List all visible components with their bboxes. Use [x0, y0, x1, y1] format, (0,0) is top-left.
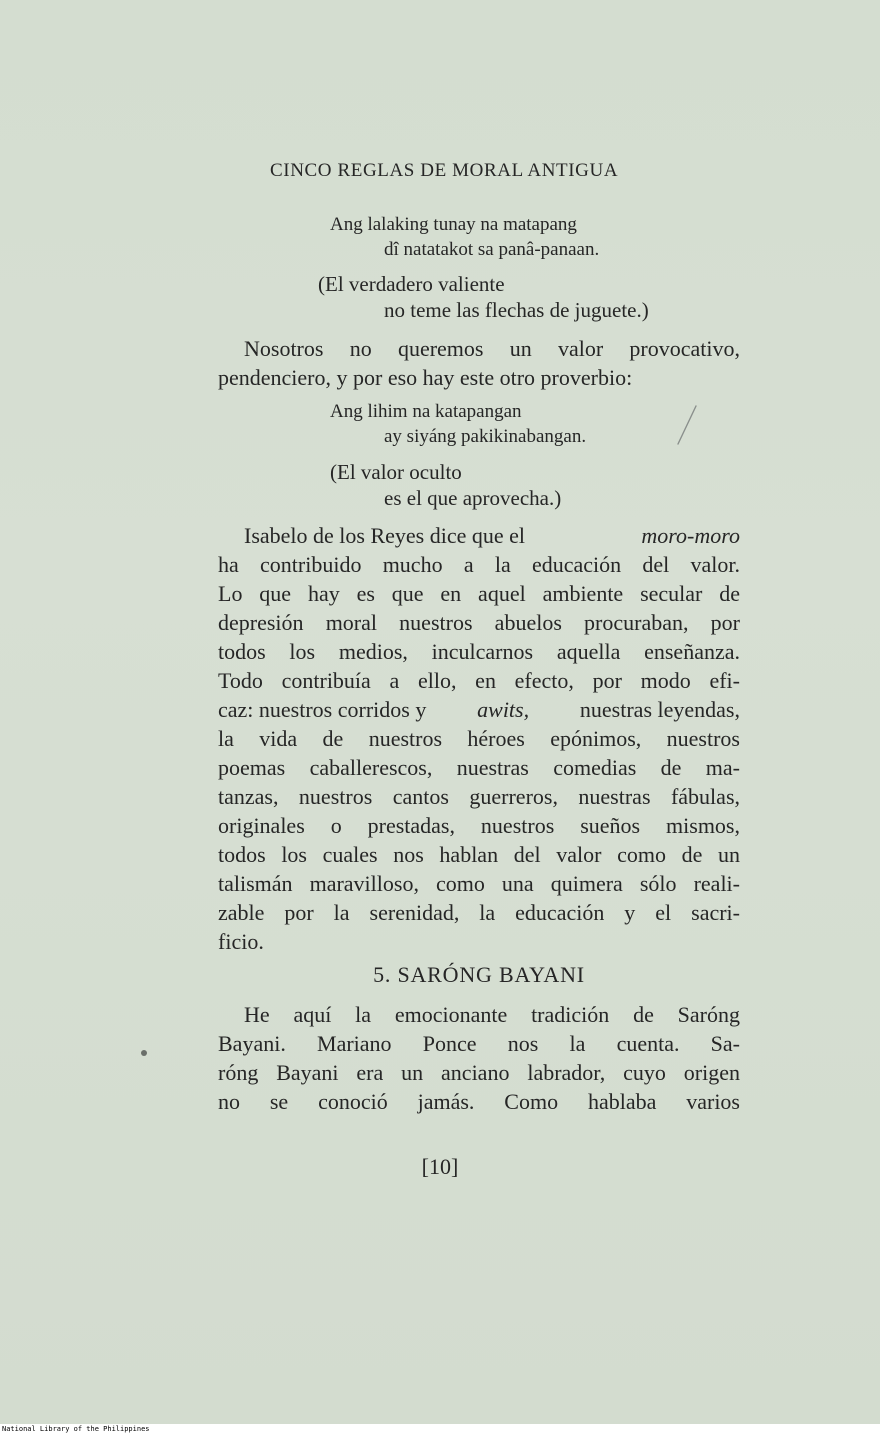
verse1-spanish-line1: (El verdadero valiente: [318, 272, 505, 296]
paragraph2-line: ficio.: [218, 929, 264, 954]
footer-credit: National Library of the Philippines: [2, 1425, 150, 1433]
paragraph2-line7-post: nuestras leyendas,: [579, 697, 740, 722]
paragraph3-line: róng Bayani era un anciano labrador, cuyo origen: [218, 1060, 740, 1085]
paragraph2-line: poemas caballerescos, nuestras comedias de ma-: [218, 755, 740, 780]
section-heading: 5. SARÓNG BAYANI: [373, 962, 585, 987]
paragraph2-line7-text: caz: nuestros corridos y: [218, 697, 427, 722]
paragraph3-line: He aquí la emocionante tradición de Saróng: [244, 1002, 740, 1027]
paragraph1-line: pendenciero, y por eso hay este otro proverbio:: [218, 365, 633, 390]
paragraph2-line1-italic: moro-moro: [641, 523, 740, 548]
paragraph2-line: todos los medios, inculcarnos aquella enseñanza.: [218, 639, 740, 664]
verse2-tagalog-line1: Ang lihim na katapangan: [330, 401, 522, 422]
paragraph2-line: todos los cuales nos hablan del valor como de un: [218, 842, 740, 867]
paragraph2-line: la vida de nuestros héroes epónimos, nuestros: [218, 726, 740, 751]
verse2-spanish-line2: es el que aprovecha.): [384, 486, 562, 510]
paragraph3-line: no se conoció jamás. Como hablaba varios: [218, 1089, 740, 1114]
paragraph2-line: originales o prestadas, nuestros sueños mismos,: [218, 813, 740, 838]
paragraph2-line: Lo que hay es que en aquel ambiente secular de: [218, 581, 740, 606]
verse2-tagalog-line2: ay siyáng pakikinabangan.: [384, 426, 587, 447]
verse2-spanish-line1: (El valor oculto: [330, 460, 462, 484]
paragraph2-line: [244, 521, 740, 550]
paragraph2-line7-italic: awits,: [477, 697, 530, 722]
page-number: [10]: [421, 1154, 459, 1179]
pencil-check-mark-icon: [674, 404, 700, 448]
verse1-spanish-line2: no teme las flechas de juguete.): [384, 298, 649, 322]
paragraph2-line: zable por la serenidad, la educación y el sacri-: [218, 900, 740, 925]
verse1-tagalog-line2: dî natatakot sa panâ-panaan.: [384, 239, 600, 260]
paragraph2-line: ha contribuido mucho a la educación del valor.: [218, 552, 740, 577]
dust-speck: [141, 1050, 147, 1056]
paragraph3-line: Bayani. Mariano Ponce nos la cuenta. Sa-: [218, 1031, 740, 1056]
paragraph2-line1-text: Isabelo de los Reyes dice que el: [244, 523, 526, 548]
paragraph2-line: Todo contribuía a ello, en efecto, por modo efi-: [218, 668, 740, 693]
paragraph2-line: depresión moral nuestros abuelos procuraban, por: [218, 610, 740, 635]
paragraph2-line: talismán maravilloso, como una quimera sólo reali-: [218, 871, 740, 896]
running-head: CINCO REGLAS DE MORAL ANTIGUA: [270, 160, 619, 181]
paragraph2-line: tanzas, nuestros cantos guerreros, nuestras fábulas,: [218, 784, 740, 809]
paragraph1-line: Nosotros no queremos un valor provocativo,: [244, 336, 740, 361]
verse1-tagalog-line1: Ang lalaking tunay na matapang: [330, 214, 577, 235]
paragraph2-line: [218, 695, 740, 724]
